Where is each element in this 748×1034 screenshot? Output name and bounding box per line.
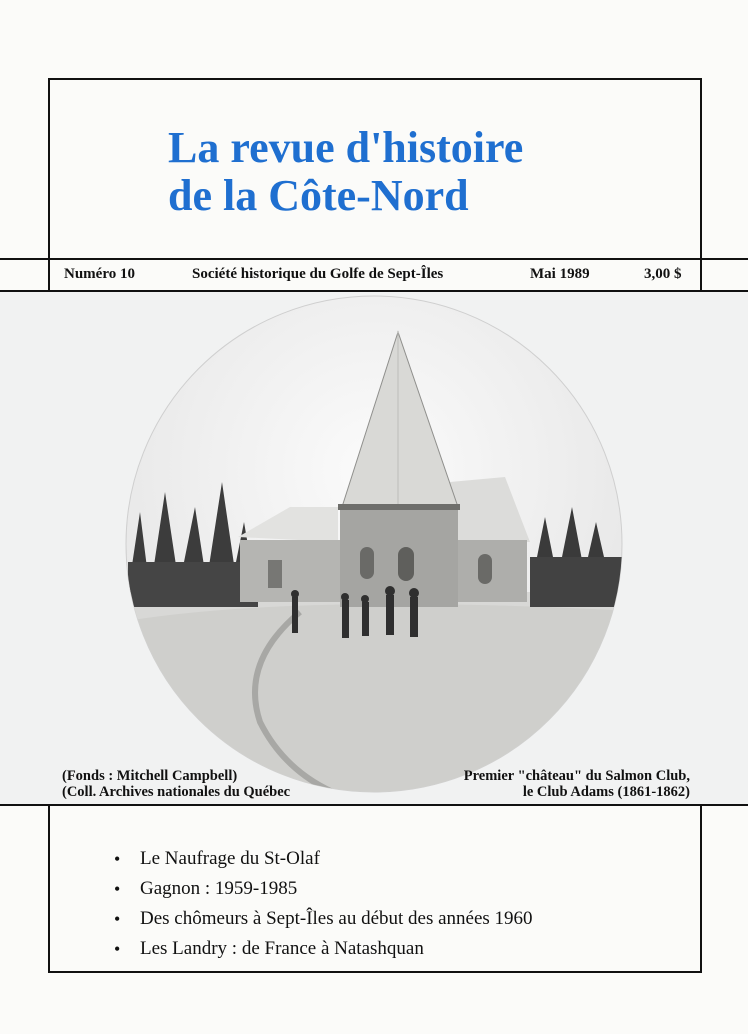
divider-photo-bottom [0,804,748,806]
society-name: Société historique du Golfe de Sept-Îles [192,266,444,282]
photo-credit [62,768,290,800]
photo-caption [464,768,690,800]
bullet-icon: • [114,849,121,869]
photo-credit-line-2: (Coll. Archives nationales du Québec [62,784,291,800]
divider-top [0,258,748,260]
photo-icon [0,292,748,804]
issue-number: Numéro 10 [64,266,135,282]
photo-caption-line-1: Premier "château" du Salmon Club, [463,768,690,784]
photo-section [0,292,748,804]
list-item-label: Les Landry : de France à Natashquan [140,938,424,959]
magazine-title [168,124,523,220]
list-item [114,904,533,934]
list-item [114,934,533,964]
bullet-icon: • [114,879,121,899]
photo-caption-line-2: le Club Adams (1861-1862) [522,784,690,800]
list-item [114,874,533,904]
photo-credit-line-1: (Fonds : Mitchell Campbell) [62,768,238,784]
info-bar [50,262,700,290]
price: 3,00 $ [644,266,682,282]
list-item-label: Le Naufrage du St-Olaf [140,848,320,869]
list-item [114,844,533,874]
list-item-label: Des chômeurs à Sept-Îles au début des années 1960 [140,908,533,929]
list-item-label: Gagnon : 1959-1985 [140,878,298,899]
bullet-icon: • [114,939,121,959]
table-of-contents [114,844,533,964]
issue-date: Mai 1989 [530,266,590,282]
title-line-1: La revue d'histoire [168,123,524,172]
title-line-2: de la Côte-Nord [168,171,469,220]
bullet-icon: • [114,909,121,929]
